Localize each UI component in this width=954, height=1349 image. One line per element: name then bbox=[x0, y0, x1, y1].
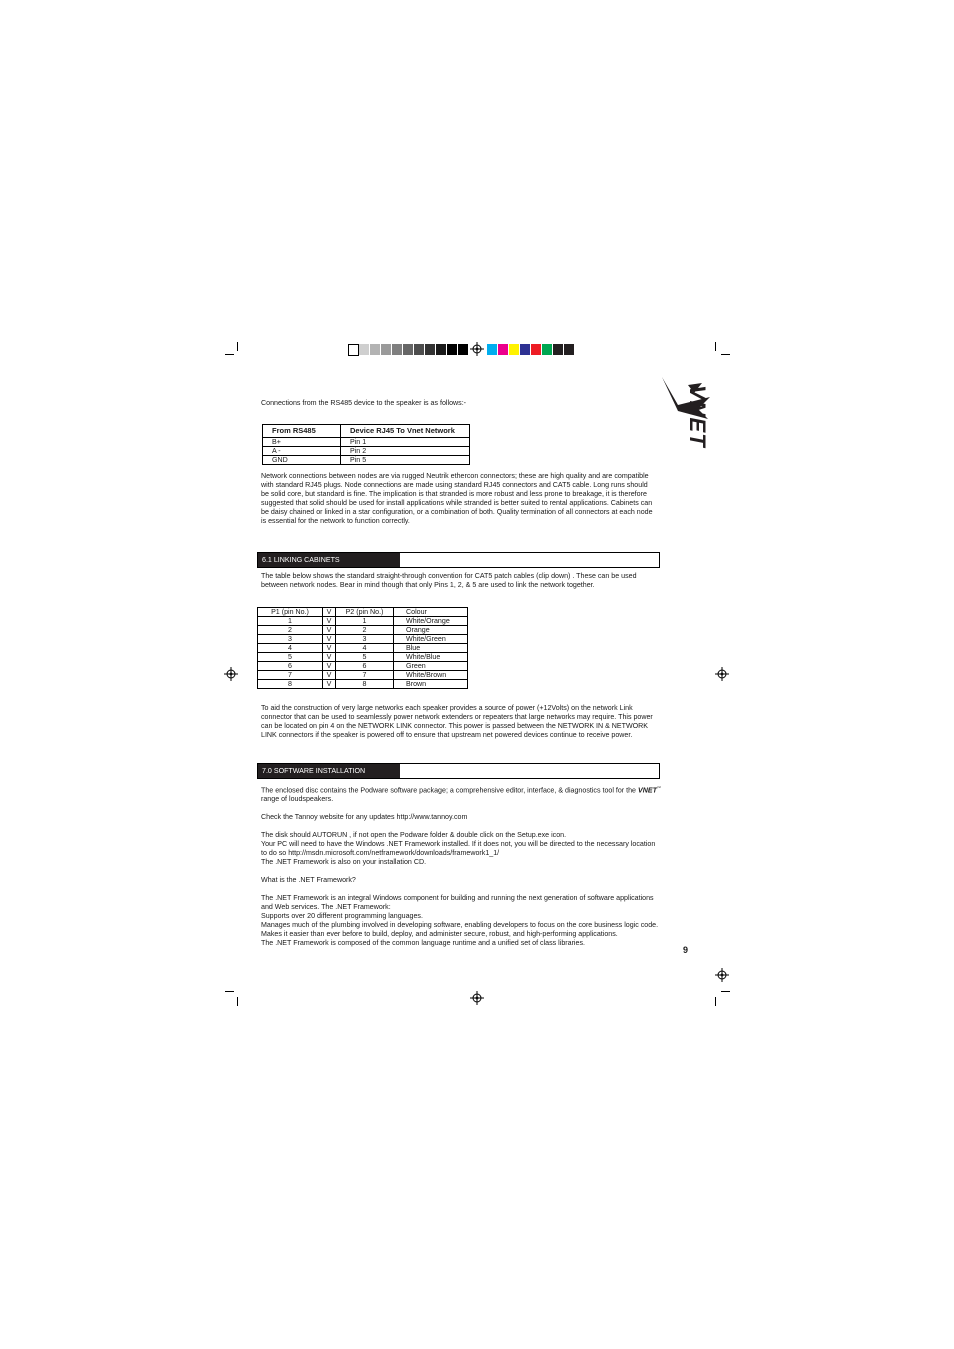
table-row bbox=[258, 671, 468, 680]
gray-swatch bbox=[403, 344, 413, 355]
text-line: with standard RJ45 plugs. Node connections are made using standard RJ45 connectors and CAT5 cable. Long runs should bbox=[261, 481, 648, 489]
pin-table bbox=[257, 607, 468, 689]
table-cell: White/Orange bbox=[394, 617, 468, 626]
text-line: The .NET Framework is also on your installation CD. bbox=[261, 858, 427, 867]
text-line: between network nodes. Bear in mind though that only Pins 1, 2, & 5 are used to link the network together. bbox=[261, 581, 595, 589]
color-swatch bbox=[498, 344, 508, 355]
registration-mark-icon bbox=[224, 667, 238, 681]
table-cell: 8 bbox=[336, 680, 394, 689]
question-text: What is the .NET Framework? bbox=[261, 876, 356, 885]
gray-swatch bbox=[436, 344, 446, 355]
section-heading-linking-cabinets bbox=[257, 552, 660, 568]
gray-swatch bbox=[425, 344, 435, 355]
table-row bbox=[258, 617, 468, 626]
table-cell: A - bbox=[263, 447, 341, 456]
trademark-symbol: ™ bbox=[656, 785, 661, 790]
table-cell: 5 bbox=[258, 653, 323, 662]
crop-mark bbox=[237, 342, 238, 351]
brand-text: VNET bbox=[637, 786, 657, 795]
table-cell: 2 bbox=[258, 626, 323, 635]
section-heading-software-installation bbox=[257, 763, 660, 779]
rs485-table bbox=[262, 424, 470, 465]
gray-swatch bbox=[348, 344, 359, 356]
table-row bbox=[258, 626, 468, 635]
table-row bbox=[258, 653, 468, 662]
power-paragraph bbox=[261, 704, 661, 740]
text-line: The table below shows the standard straight-through convention for CAT5 patch cables (clip down) . These can be used bbox=[261, 572, 637, 580]
table-cell: V bbox=[323, 680, 336, 689]
gray-swatch bbox=[370, 344, 380, 355]
registration-mark-icon bbox=[470, 991, 484, 1005]
table-cell: White/Green bbox=[394, 635, 468, 644]
updates-text: Check the Tannoy website for any updates http://www.tannoy.com bbox=[261, 813, 468, 822]
table-cell: V bbox=[323, 617, 336, 626]
gray-swatch bbox=[392, 344, 402, 355]
crop-mark bbox=[715, 997, 716, 1006]
registration-mark-icon bbox=[715, 667, 729, 681]
table-row bbox=[258, 662, 468, 671]
color-swatch bbox=[553, 344, 563, 355]
text-line: Your PC will need to have the Windows .NET Framework installed. If it does not, you will be directed to the necessary location bbox=[261, 840, 656, 849]
table-cell: 1 bbox=[258, 617, 323, 626]
table-cell: 3 bbox=[336, 635, 394, 644]
table-cell: 4 bbox=[258, 644, 323, 653]
crop-mark bbox=[721, 991, 730, 992]
table-row bbox=[258, 635, 468, 644]
text-line: be daisy chained or linked in a star configuration, or a combination of both. Quality termination of all connectors at each node bbox=[261, 508, 653, 516]
table-cell: 6 bbox=[258, 662, 323, 671]
text-line: The .NET Framework is an integral Windows component for building and running the next generation of software applications bbox=[261, 894, 654, 903]
table-cell: 7 bbox=[258, 671, 323, 680]
color-swatch bbox=[542, 344, 552, 355]
text-line: Network connections between nodes are via rugged Neutrik ethercon connectors; these are high quality and are compatible bbox=[261, 472, 649, 480]
color-swatch bbox=[520, 344, 530, 355]
table-header: P1 (pin No.) bbox=[258, 608, 323, 617]
table-cell: Pin 2 bbox=[341, 447, 470, 456]
text-line: Manages much of the plumbing involved in developing software, enabling developers to focus on the core business logic code. bbox=[261, 921, 659, 930]
text-line: LINK connectors if the speaker is powered off to ensure that upstream net powered devices continue to receive power. bbox=[261, 731, 633, 739]
table-row bbox=[258, 644, 468, 653]
text-line: can be located on pin 4 on the NETWORK LINK connector. This power is passed between the NETWORK IN & NETWORK bbox=[261, 722, 649, 730]
gray-swatch bbox=[458, 344, 468, 355]
gray-swatch bbox=[414, 344, 424, 355]
text-line: connector that can be used to seamlessly power network extenders or repeaters that large networks may require. This power bbox=[261, 713, 653, 721]
table-cell: V bbox=[323, 653, 336, 662]
table-cell: Blue bbox=[394, 644, 468, 653]
table-header-row bbox=[258, 608, 468, 617]
table-cell: White/Blue bbox=[394, 653, 468, 662]
table-cell: V bbox=[323, 626, 336, 635]
table-cell: V bbox=[323, 671, 336, 680]
color-swatch bbox=[509, 344, 519, 355]
intro-text: Connections from the RS485 device to the speaker is as follows:- bbox=[261, 399, 467, 407]
table-cell: Brown bbox=[394, 680, 468, 689]
table-cell: V bbox=[323, 662, 336, 671]
table-cell: 4 bbox=[336, 644, 394, 653]
section-heading-label: 6.1 LINKING CABINETS bbox=[258, 553, 400, 567]
gray-swatch bbox=[447, 344, 457, 355]
text-line: range of loudspeakers. bbox=[261, 795, 334, 804]
crop-mark bbox=[225, 354, 234, 355]
text-line: is essential for the network to function correctly. bbox=[261, 517, 410, 525]
text-line: suggested that solid should be used for install applications while stranded is better suited to rental applications. Cabinets can bbox=[261, 499, 653, 507]
table-header: P2 (pin No.) bbox=[336, 608, 394, 617]
table-cell: 5 bbox=[336, 653, 394, 662]
software-paragraph bbox=[261, 783, 666, 948]
section-heading-label: 7.0 SOFTWARE INSTALLATION bbox=[258, 764, 400, 778]
table-header: From RS485 bbox=[263, 425, 341, 438]
table-cell: Green bbox=[394, 662, 468, 671]
table-cell: B+ bbox=[263, 438, 341, 447]
text-line: To aid the construction of very large networks each speaker provides a source of power (+12Volts) on the network Link bbox=[261, 704, 633, 712]
text-line: Supports over 20 different programming languages. bbox=[261, 912, 423, 921]
table-cell: V bbox=[323, 644, 336, 653]
table-cell: GND bbox=[263, 456, 341, 465]
linking-paragraph bbox=[261, 572, 661, 590]
crop-mark bbox=[721, 354, 730, 355]
color-swatch bbox=[531, 344, 541, 355]
table-header: V bbox=[323, 608, 336, 617]
table-header: Device RJ45 To Vnet Network bbox=[341, 425, 470, 438]
table-cell: V bbox=[323, 635, 336, 644]
table-cell: 2 bbox=[336, 626, 394, 635]
table-cell: White/Brown bbox=[394, 671, 468, 680]
gray-swatch bbox=[381, 344, 391, 355]
table-cell: 3 bbox=[258, 635, 323, 644]
registration-mark-icon bbox=[715, 968, 729, 982]
text-line: The disk should AUTORUN , if not open the Podware folder & double click on the Setup.exe icon. bbox=[261, 831, 567, 840]
text-line: and Web services. The .NET Framework: bbox=[261, 903, 391, 912]
table-row bbox=[263, 438, 470, 447]
text-line: Makes it easier than ever before to build, deploy, and administer secure, robust, and high-performing applications. bbox=[261, 930, 618, 939]
table-cell: 8 bbox=[258, 680, 323, 689]
crop-mark bbox=[237, 997, 238, 1006]
logo-text: VNET bbox=[685, 385, 710, 448]
table-cell: Pin 5 bbox=[341, 456, 470, 465]
table-cell: 7 bbox=[336, 671, 394, 680]
table-cell: Pin 1 bbox=[341, 438, 470, 447]
table-header: Colour bbox=[394, 608, 468, 617]
table-cell: 1 bbox=[336, 617, 394, 626]
network-paragraph bbox=[261, 472, 661, 526]
text-line bbox=[261, 783, 666, 795]
crop-mark bbox=[715, 342, 716, 351]
gray-swatch bbox=[359, 344, 369, 355]
crop-mark bbox=[225, 991, 234, 992]
table-row bbox=[263, 447, 470, 456]
color-swatch bbox=[564, 344, 574, 355]
table-cell: 6 bbox=[336, 662, 394, 671]
table-row bbox=[263, 456, 470, 465]
text-line: to do so http://msdn.microsoft.com/netframework/downloads/framework1_1/ bbox=[261, 849, 500, 858]
registration-mark-icon bbox=[470, 342, 484, 356]
page-number: 9 bbox=[683, 945, 689, 955]
color-swatch bbox=[487, 344, 497, 355]
table-cell: Orange bbox=[394, 626, 468, 635]
text-span: The enclosed disc contains the Podware software package; a comprehensive editor, interface, & diagnostics tool for the bbox=[261, 786, 638, 795]
text-line: be solid core, but standard is fine. The implication is that stranded is more robust and less prone to breakage, it is therefore bbox=[261, 490, 647, 498]
vnet-logo bbox=[658, 375, 714, 455]
table-row bbox=[258, 680, 468, 689]
text-line: The .NET Framework is composed of the common language runtime and a unified set of class libraries. bbox=[261, 939, 585, 948]
